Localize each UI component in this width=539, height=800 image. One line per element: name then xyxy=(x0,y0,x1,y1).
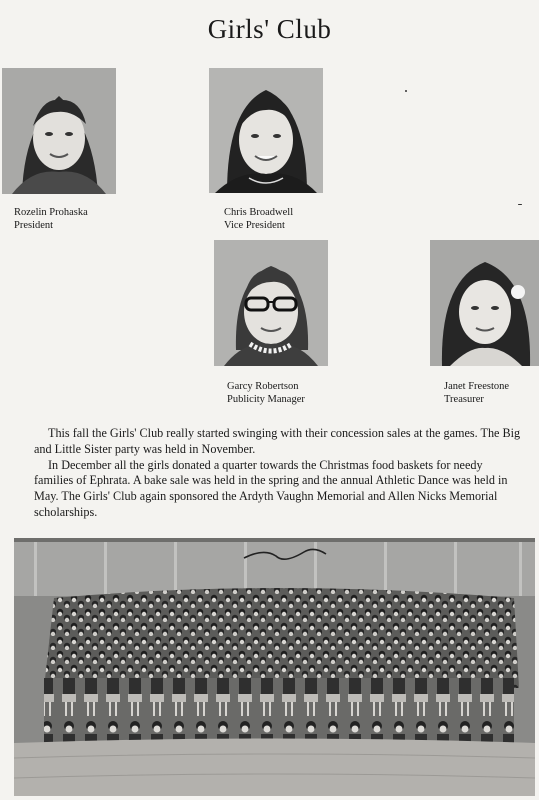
description-paragraph: This fall the Girls' Club really started swinging with their concession sales at the games. The Big and Little Sister party was held in November. xyxy=(34,426,521,456)
club-description xyxy=(34,426,524,521)
portrait-photo-treasurer xyxy=(430,240,539,366)
group-photo-image xyxy=(14,538,535,796)
portrait-photo-vice-president xyxy=(209,68,323,193)
officer-caption-4 xyxy=(444,380,509,406)
officer-name: Chris Broadwell xyxy=(224,207,294,218)
portrait-photo-publicity-manager xyxy=(214,240,328,366)
officer-caption-3 xyxy=(227,380,305,406)
print-speck xyxy=(405,90,407,92)
officer-name: Janet Freestone xyxy=(444,381,510,392)
officer-name: Garcy Robertson xyxy=(227,381,299,392)
print-speck xyxy=(518,204,522,205)
page-title: Girls' Club xyxy=(207,14,332,44)
group-photo xyxy=(14,538,535,796)
description-paragraph: In December all the girls donated a quarter towards the Christmas food baskets for needy families of Ephrata. A bake sale was held in the spring and the annual Athletic Dance was held in May. The Girls' Club again sponsored the Ardyth Vaughn Memorial and Allen Nicks Memorial scholarships. xyxy=(34,457,508,519)
officer-role: Publicity Manager xyxy=(227,394,305,405)
portrait-photo-president xyxy=(2,68,116,194)
officer-name: Rozelin Prohaska xyxy=(14,207,88,218)
officer-caption-2 xyxy=(224,206,293,232)
officer-role: Treasurer xyxy=(444,394,484,405)
officer-role: Vice President xyxy=(224,220,285,231)
officer-caption-1 xyxy=(14,206,88,232)
officer-role: President xyxy=(14,220,54,231)
